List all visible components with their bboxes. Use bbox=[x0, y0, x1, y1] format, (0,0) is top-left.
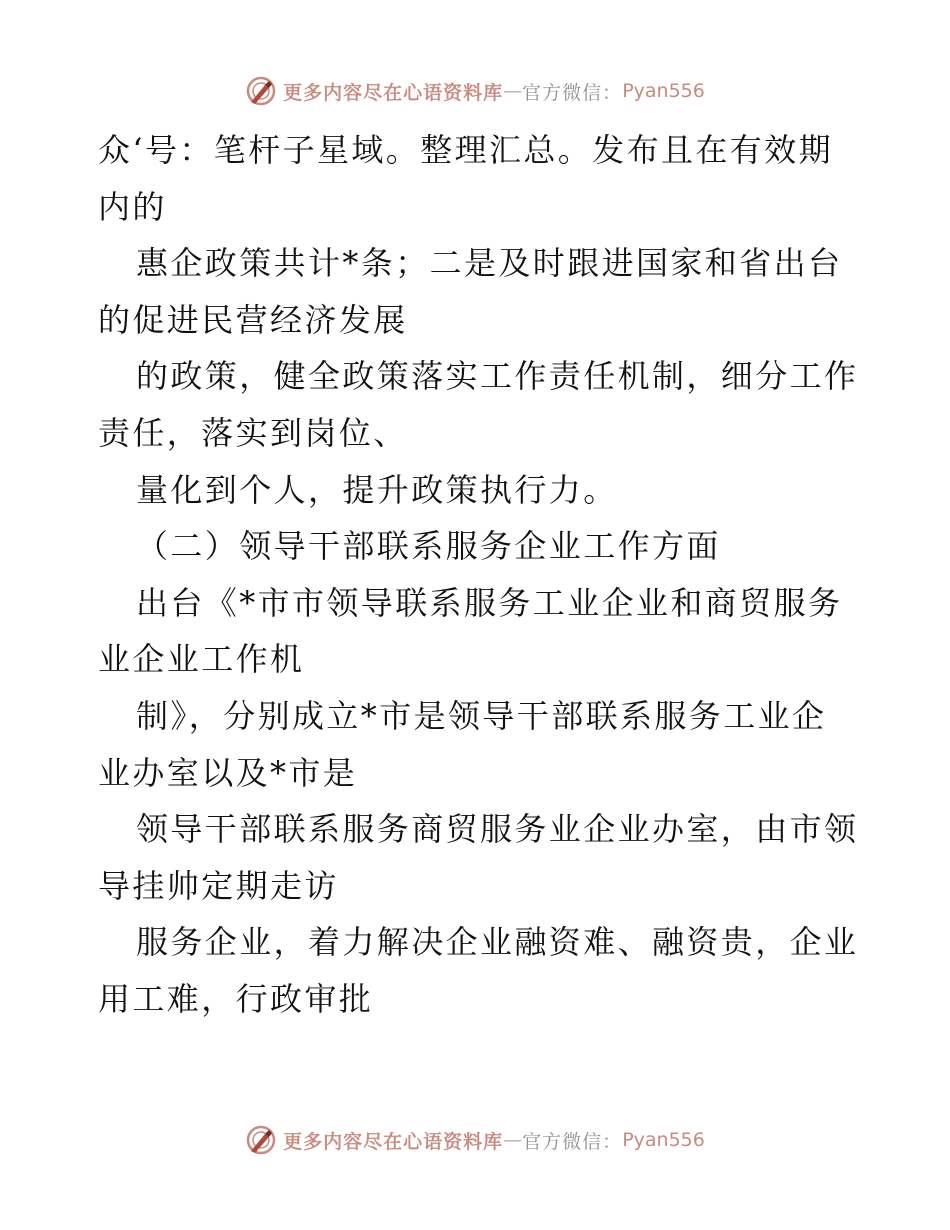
section-heading: （二）领导干部联系服务企业工作方面 bbox=[136, 527, 721, 566]
contact-id: Pyan556 bbox=[622, 80, 705, 102]
brand-text: 更多内容尽在心语资料库 bbox=[283, 81, 504, 104]
contact-id: Pyan556 bbox=[622, 1129, 705, 1151]
text-line: 业企业工作机 bbox=[98, 640, 305, 679]
contact-label: 官方微信： bbox=[522, 1130, 623, 1153]
text-line: 众‘号：笔杆子星域。整理汇总。发布且在有效期 bbox=[98, 131, 833, 169]
contact-label: 官方微信： bbox=[522, 81, 623, 104]
text-line: 制》，分别成立*市是领导干部联系服务工业企 bbox=[136, 696, 827, 735]
text-line: 导挂帅定期走访 bbox=[98, 866, 339, 905]
text-line: 的政策，健全政策落实工作责任机制，细分工作 bbox=[136, 357, 859, 396]
document-body bbox=[98, 122, 858, 1028]
text-line: 的促进民营经济发展 bbox=[98, 300, 408, 339]
text-line: 用工难，行政审批 bbox=[98, 979, 374, 1018]
text-line: 量化到个人，提升政策执行力。 bbox=[136, 470, 618, 509]
text-line: 服务企业，着力解决企业融资难、融资贵，企业 bbox=[136, 923, 859, 962]
pen-logo-icon bbox=[245, 1124, 277, 1156]
footer-banner bbox=[0, 1120, 950, 1160]
text-line: 出台《*市市领导联系服务工业企业和商贸服务 bbox=[136, 583, 843, 622]
text-line: 领导干部联系服务商贸服务业企业办室，由市领 bbox=[136, 810, 859, 849]
text-line: 业办室以及*市是 bbox=[98, 753, 358, 792]
banner-dash: — bbox=[503, 1129, 523, 1151]
text-line: 惠企政策共计*条；二是及时跟进国家和省出台 bbox=[136, 244, 843, 283]
text-line: 责任，落实到岗位、 bbox=[98, 413, 408, 452]
pen-logo-icon bbox=[245, 75, 277, 107]
header-banner bbox=[0, 71, 950, 111]
text-line: 内的 bbox=[98, 187, 167, 226]
banner-dash: — bbox=[503, 80, 523, 102]
brand-text: 更多内容尽在心语资料库 bbox=[283, 1130, 504, 1153]
